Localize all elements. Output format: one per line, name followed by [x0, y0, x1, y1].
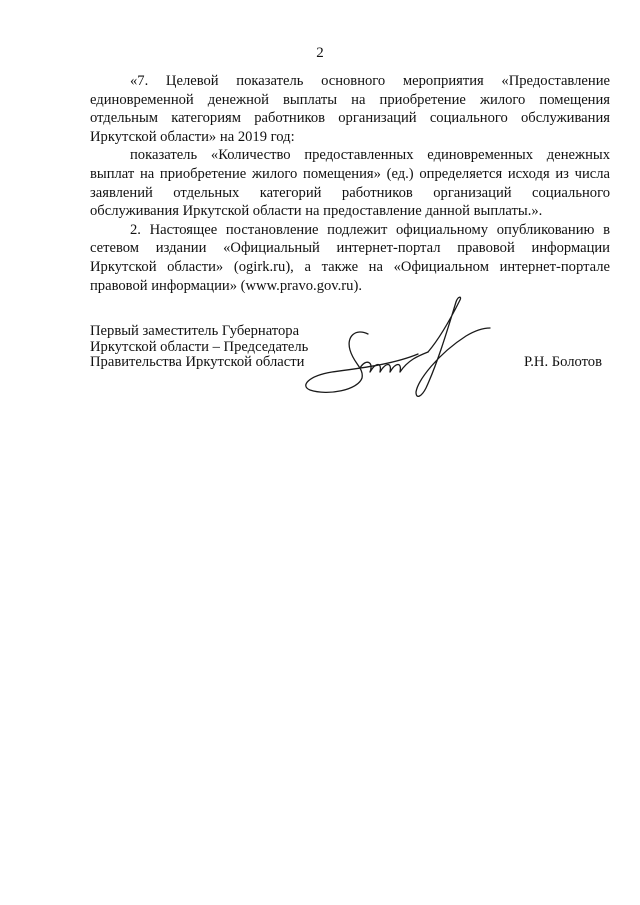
page-number: 2	[316, 45, 324, 61]
signatory-title-line: Первый заместитель Губернатора	[90, 323, 300, 339]
signatory-title	[90, 324, 308, 371]
paragraph-publication: 2. Настоящее постановление подлежит официальному опубликованию в сетевом издании «Официальный интернет-портал правовой информации Иркутской области» (ogirk.ru), а также на «Официальном интернет-портале правовой информации» (www.pravo.gov.ru).	[90, 221, 610, 294]
paragraph-target-indicator: «7. Целевой показатель основного мероприятия «Предоставление единовременной денежной выплаты на приобретение жилого помещения отдельным категориям работников организаций социального обслуживания Иркутской области» на 2019 год:	[90, 73, 610, 145]
paragraph-indicator-definition: показатель «Количество предоставленных единовременных денежных выплат на приобретение жилого помещения» (ед.) определяется исходя из числа заявлений отдельных категорий работников организаций социального обслуживания Иркутской области на предоставление данной выплаты.».	[90, 147, 610, 220]
signature-block	[90, 324, 610, 424]
signatory-title-line: Иркутской области – Председатель	[90, 338, 309, 355]
signatory-name: Р.Н. Болотов	[523, 354, 602, 370]
document-body	[90, 72, 610, 295]
signatory-title-line: Правительства Иркутской области	[90, 354, 305, 370]
